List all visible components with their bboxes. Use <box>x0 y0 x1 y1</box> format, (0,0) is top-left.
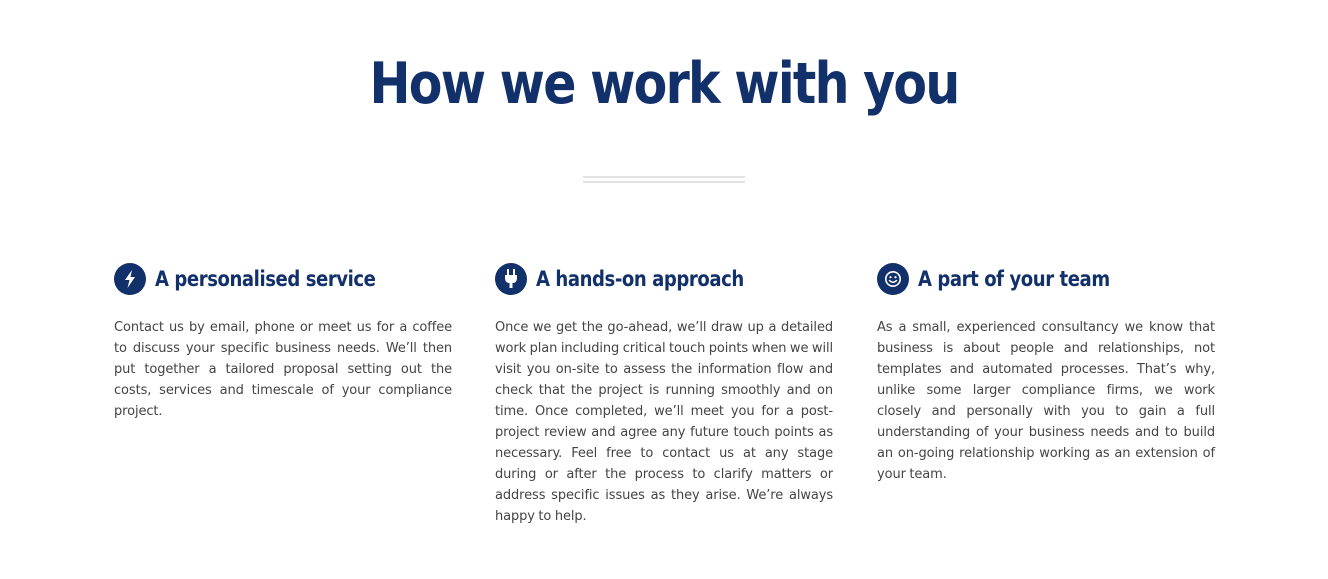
smiley-icon <box>877 263 909 295</box>
title-divider <box>583 176 745 183</box>
card-title: A personalised service <box>155 267 376 291</box>
section-title: How we work with you <box>369 51 959 117</box>
card-title: A hands-on approach <box>536 267 744 291</box>
card-text: Contact us by email, phone or meet us for a coffee to discuss your specific business needs. We’ll then put together a tailored proposal setting out the costs, services and timescale of your compliance project. <box>114 320 452 419</box>
card-part-of-your-team <box>877 262 1215 485</box>
card-personalised-service <box>114 262 452 422</box>
card-header <box>877 262 1215 296</box>
card-text: Once we get the go-ahead, we’ll draw up a detailed work plan including critical touch points when we will visit you on-site to assess the information flow and check that the project is running smoothly and on time. Once completed, we’ll meet you for a post-project review and agree any future touch points as necessary. Feel free to contact us at any stage during or after the process to clarify matters or address specific issues as they arise. We’re always happy to help. <box>495 320 833 524</box>
card-text: As a small, experienced consultancy we know that business is about people and relationships, not templates and automated processes. That’s why, unlike some larger compliance firms, we work closely and personally with you to gain a full understanding of your business needs and to build an on-going relationship working as an extension of your team. <box>877 320 1215 482</box>
card-hands-on-approach <box>495 262 833 527</box>
lightning-icon <box>114 263 146 295</box>
plug-icon <box>495 263 527 295</box>
card-header <box>495 262 833 296</box>
card-title: A part of your team <box>918 267 1110 291</box>
card-header <box>114 262 452 296</box>
